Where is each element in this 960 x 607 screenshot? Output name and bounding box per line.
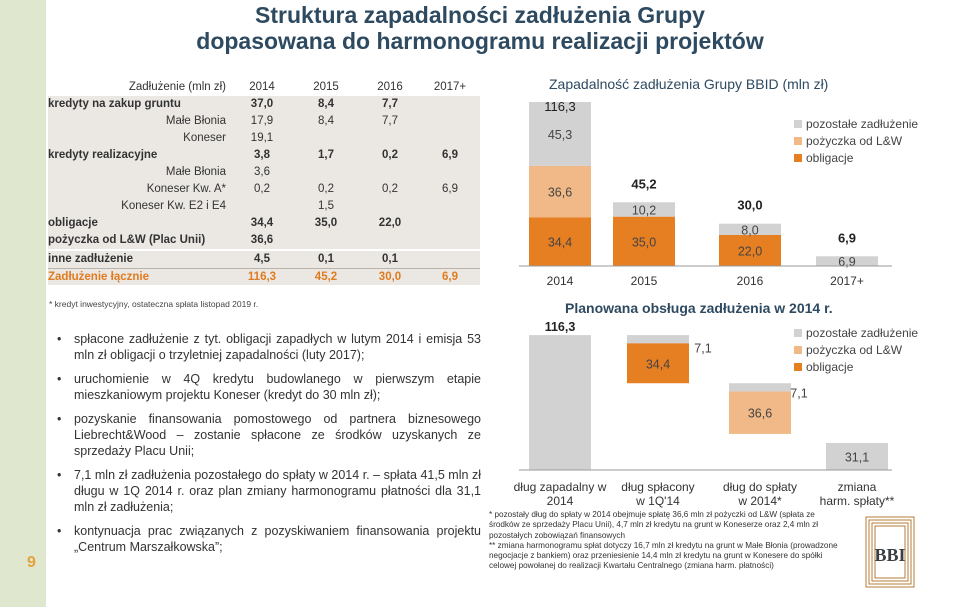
x-tick-label: 2014 <box>546 274 574 288</box>
x-tick-label: dług zapadalny w <box>513 480 607 494</box>
cell-value: 34,4 <box>250 217 274 229</box>
chart2-title: Planowana obsługa zadłużenia w 2014 r. <box>565 300 833 316</box>
data-label: 34,4 <box>547 235 573 250</box>
legend-label: pozostałe zadłużenie <box>806 326 919 340</box>
title-line-2: dopasowana do harmonogramu realizacji projektów <box>196 28 764 54</box>
cell-value: 0,1 <box>318 253 334 265</box>
x-tick-label: 2015 <box>630 274 658 288</box>
row-label: inne zadłużenie <box>48 253 133 265</box>
legend-swatch-peach <box>794 137 802 145</box>
data-label: 31,1 <box>844 450 870 465</box>
cell-value: 6,9 <box>442 183 458 195</box>
cell-value: 8,4 <box>318 98 334 110</box>
data-label: 22,0 <box>737 244 763 259</box>
row-label: Zadłużenie łącznie <box>48 271 149 283</box>
total-label: 45,2 <box>631 176 657 192</box>
data-label: 7,1 <box>694 341 712 356</box>
cell-value: 45,2 <box>314 271 338 283</box>
bar-repaid-other <box>627 335 689 343</box>
x-tick-label: w 2014* <box>738 494 782 508</box>
legend-label: pożyczka od L&W <box>806 343 903 357</box>
cell-value: 7,7 <box>382 98 398 110</box>
cell-value: 30,0 <box>378 271 402 283</box>
header-2014: 2014 <box>249 81 275 93</box>
chart1-legend <box>794 117 918 165</box>
total-label: 116,3 <box>544 320 576 335</box>
cell-value: 0,2 <box>382 183 398 195</box>
x-tick-label: dług spłacony <box>621 480 695 494</box>
data-label: 36,6 <box>547 185 573 200</box>
title-line-1: Struktura zapadalności zadłużenia Grupy <box>255 2 705 28</box>
bar-remaining-other <box>729 383 791 391</box>
cell-value: 7,7 <box>382 115 398 127</box>
data-label: 8,0 <box>741 223 759 238</box>
bullet-item: • pozyskanie finansowania pomostowego od partnera biznesowego Liebrecht&Wood – zostanie spłacone ze środków uzyskanych ze sprzedaży Placu Unii; <box>57 411 481 459</box>
legend-label: pozostałe zadłużenie <box>806 117 919 131</box>
legend-label: obligacje <box>806 151 854 165</box>
x-tick-label: 2017+ <box>830 274 864 288</box>
legend-swatch-orange <box>794 154 802 162</box>
data-label: 34,4 <box>645 357 671 372</box>
cell-value: 0,2 <box>254 183 270 195</box>
header-2017: 2017+ <box>433 81 467 93</box>
row-label: pożyczka od L&W (Plac Unii) <box>48 234 206 246</box>
legend-swatch-orange <box>794 363 802 371</box>
note-2: ** zmiana harmonogramu spłat dotyczy 16,7 mln zł kredytu na grunt w Małe Błonia (prowadzone negocjacje z bankiem) oraz przeniesienie 14,4 mln zł kredytu na grunt w Konesere do spółki celowej powołanej do realizacji Kwartału Centralnego (zmiana harm. płatności) <box>489 540 838 571</box>
legend-item-pozostale <box>794 117 918 131</box>
chart1-title: Zapadalność zadłużenia Grupy BBID (mln zł) <box>549 76 829 92</box>
header-2015: 2015 <box>313 81 339 93</box>
bullet-item: • kontynuacja prac związanych z pozyskiwaniem finansowania projektu „Centrum Marszałkowska”; <box>57 523 481 555</box>
x-tick-label: zmiana <box>837 480 877 494</box>
cell-value: 3,6 <box>254 166 270 178</box>
cell-value: 22,0 <box>378 217 402 229</box>
cell-value: 8,4 <box>318 115 334 127</box>
cell-value: 0,2 <box>318 183 334 195</box>
data-label: 36,6 <box>747 406 773 421</box>
header-2016: 2016 <box>377 81 403 93</box>
logo-text: BBI <box>874 545 906 565</box>
row-label: kredyty realizacyjne <box>48 149 158 161</box>
row-label: obligacje <box>48 217 98 229</box>
bullet-item: • uruchomienie w 4Q kredytu budowlanego w pierwszym etapie mieszkaniowym projektu Koneser (kredyt do 30 mln zł); <box>57 371 481 403</box>
data-label: 10,2 <box>631 203 657 218</box>
cell-value: 19,1 <box>250 132 274 144</box>
x-tick-label: harm. spłaty** <box>819 494 895 508</box>
row-label: Koneser Kw. A* <box>146 183 226 195</box>
legend-swatch-gray <box>794 329 802 337</box>
row-label: kredyty na zakup gruntu <box>48 98 181 110</box>
x-tick-label: w 1Q'14 <box>636 494 680 508</box>
chart2-legend <box>794 326 918 374</box>
total-label: 6,9 <box>837 230 857 246</box>
legend-label: pożyczka od L&W <box>806 134 903 148</box>
legend-item-pozyczka <box>794 343 918 357</box>
cell-value: 1,5 <box>318 200 334 212</box>
x-tick-label: dług do spłaty <box>722 480 798 494</box>
legend-swatch-peach <box>794 346 802 354</box>
legend-item-pozostale <box>794 326 918 340</box>
row-label: Małe Błonia <box>165 115 226 127</box>
data-label: 45,3 <box>547 127 573 142</box>
data-label: 6,9 <box>838 255 856 270</box>
legend-item-pozyczka <box>794 134 918 148</box>
page-number: 9 <box>27 554 36 571</box>
cell-value: 3,8 <box>254 149 270 161</box>
cell-value: 36,6 <box>250 234 274 246</box>
row-label: Małe Błonia <box>165 166 226 178</box>
x-tick-label: 2016 <box>736 274 764 288</box>
cell-value: 6,9 <box>442 149 458 161</box>
x-tick-label: 2014 <box>546 494 574 508</box>
cell-value: 0,2 <box>382 149 398 161</box>
cell-value: 1,7 <box>318 149 334 161</box>
chart-notes <box>489 510 847 572</box>
cell-value: 0,1 <box>382 253 398 265</box>
legend-swatch-gray <box>794 120 802 128</box>
cell-value: 37,0 <box>250 98 274 110</box>
legend-label: obligacje <box>806 360 854 374</box>
legend-item-obligacje <box>794 360 918 374</box>
bar-total <box>529 335 591 470</box>
bullet-item: • 7,1 mln zł zadłużenia pozostałego do spłaty w 2014 r. – spłata 41,5 mln zł długu w 1Q 2014 r. oraz plan zmiany harmonogramu płatności dla 31,1 mln zł zadłużenia; <box>57 467 481 515</box>
legend-item-obligacje <box>794 151 918 165</box>
data-label: 7,1 <box>790 386 808 401</box>
bullet-item: • spłacone zadłużenie z tyt. obligacji zapadłych w lutym 2014 i emisja 53 mln zł obligacji o trzyletniej zapadalności (luty 2017); <box>57 331 481 363</box>
total-label: 30,0 <box>737 197 763 213</box>
cell-value: 6,9 <box>442 271 458 283</box>
table-footnote: * kredyt inwestycyjny, ostateczna spłata listopad 2019 r. <box>49 299 259 309</box>
row-label: Koneser <box>183 132 226 144</box>
note-1: * pozostały dług do spłaty w 2014 obejmuje spłatę 36,6 mln zł pożyczki od L&W (spłata ze środków ze sprzedaży Placu Unii), 4,7 mln zł kredytu na grunt w Koneserze oraz 2,4 mln zł pozostałych zobowiązań finansowych <box>489 510 819 540</box>
data-label: 35,0 <box>631 235 657 250</box>
row-label: Koneser Kw. E2 i E4 <box>121 200 226 212</box>
cell-value: 116,3 <box>247 271 277 283</box>
cell-value: 17,9 <box>250 115 274 127</box>
header-label: Zadłużenie (mln zł) <box>128 81 226 93</box>
cell-value: 35,0 <box>314 217 338 229</box>
cell-value: 4,5 <box>254 253 270 265</box>
total-label: 116,3 <box>544 99 576 114</box>
